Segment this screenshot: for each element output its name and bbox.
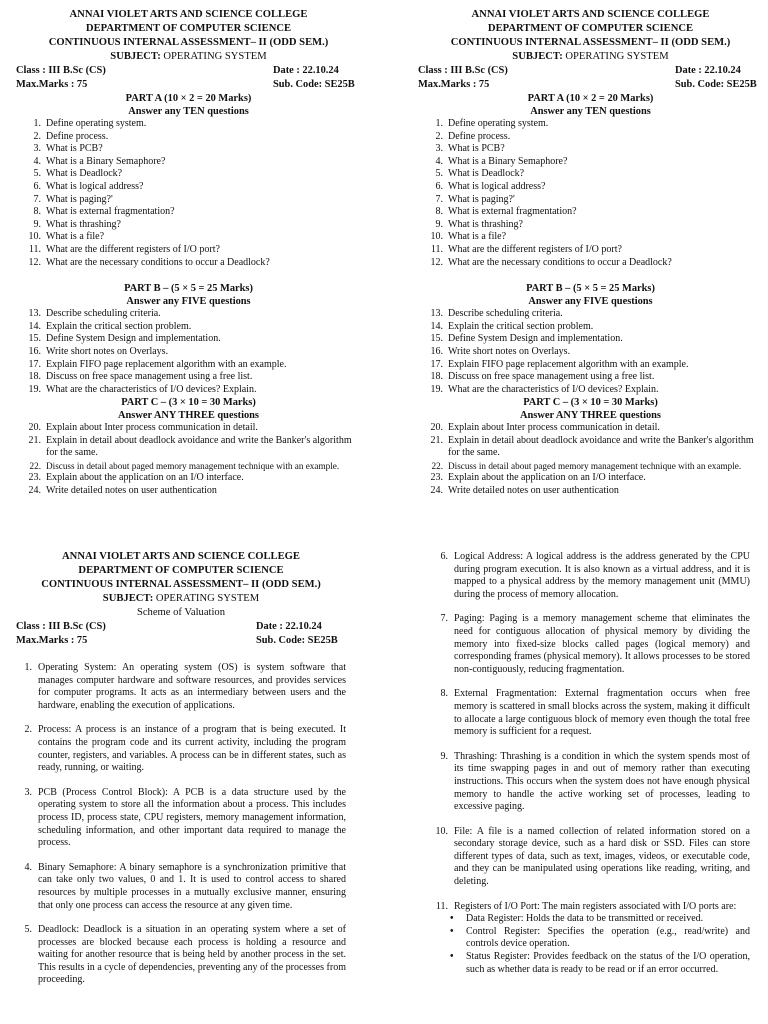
meta-row-marks-code — [418, 78, 763, 92]
subject-line — [16, 50, 361, 64]
question-number: 7. — [33, 193, 41, 205]
part-b-instruction: Answer any FIVE questions — [528, 296, 653, 308]
question-text: Define process. — [448, 130, 511, 142]
question-item — [418, 333, 763, 346]
scheme-title: Scheme of Valuation — [136, 607, 226, 618]
question-text: What is external fragmentation? — [46, 206, 175, 218]
bullet-dot-icon: • — [450, 925, 454, 937]
part-b-questions — [16, 308, 361, 396]
college-name: ANNAI VIOLET ARTS AND SCIENCE COLLEGE — [62, 551, 300, 562]
subject-line — [16, 592, 346, 606]
question-number: 14. — [430, 320, 443, 332]
question-text: What are the different registers of I/O port? — [448, 243, 622, 255]
question-number: 24. — [28, 485, 41, 497]
question-item — [16, 219, 361, 232]
subject-label: SUBJECT: — [110, 51, 161, 62]
question-number: 7. — [435, 193, 443, 205]
answer-number: 11. — [435, 900, 448, 912]
register-bullet-item — [450, 926, 750, 951]
question-item — [16, 181, 361, 194]
question-number: 2. — [33, 130, 41, 142]
question-number: 1. — [435, 118, 443, 129]
question-number: 12. — [28, 256, 41, 268]
question-number: 2. — [435, 130, 443, 142]
question-item — [16, 422, 361, 435]
question-text: Define process. — [46, 130, 109, 142]
question-number: 23. — [28, 472, 41, 484]
answer-item — [432, 826, 750, 889]
question-number: 22. — [29, 461, 41, 472]
question-item — [16, 308, 361, 321]
question-number: 17. — [28, 358, 41, 370]
answer-item — [16, 924, 346, 987]
question-number: 3. — [435, 143, 443, 155]
question-number: 6. — [33, 180, 41, 192]
bullet-dot-icon: • — [450, 913, 454, 925]
question-item — [16, 371, 361, 384]
question-item — [16, 321, 361, 334]
answer-number: 3. — [24, 786, 32, 798]
assessment-title: CONTINUOUS INTERNAL ASSESSMENT– II (ODD SEM.) — [450, 37, 731, 48]
subject-value: OPERATING SYSTEM — [155, 593, 260, 604]
question-text: What is Deadlock? — [448, 168, 525, 180]
answer-text: Registers of I/O Port: The main registers associated with I/O ports are: — [454, 900, 737, 912]
question-number: 18. — [28, 371, 41, 383]
part-b-questions — [418, 308, 763, 396]
question-number: 11. — [430, 243, 443, 255]
question-text: What are the necessary conditions to occur a Deadlock? — [448, 256, 672, 268]
question-text: Explain about the application on an I/O interface. — [448, 472, 646, 484]
question-text: Discuss on free space management using a free list. — [46, 371, 253, 383]
question-number: 15. — [28, 333, 41, 345]
answer-number: 10. — [435, 825, 448, 837]
sub-code-info: Sub. Code: SE25B — [256, 635, 338, 646]
question-text: What is logical address? — [448, 180, 546, 192]
question-item — [418, 308, 763, 321]
department-name: DEPARTMENT OF COMPUTER SCIENCE — [487, 23, 694, 34]
question-text: What is a file? — [46, 231, 105, 243]
register-text: Status Register: Provides feedback on the status of the I/O operation, such as whether data is ready to be read or if an error occurred. — [466, 951, 750, 975]
question-number: 20. — [430, 422, 443, 434]
question-number: 5. — [435, 168, 443, 180]
subject-label: SUBJECT: — [512, 51, 563, 62]
question-number: 24. — [430, 485, 443, 497]
meta-row-class-date — [418, 64, 763, 78]
question-number: 12. — [430, 256, 443, 268]
question-number: 16. — [430, 345, 443, 357]
question-text: What is logical address? — [46, 180, 144, 192]
question-item — [418, 194, 763, 207]
meta-row-class-date — [16, 64, 361, 78]
part-b-instruction: Answer any FIVE questions — [126, 296, 251, 308]
question-number: 10. — [430, 231, 443, 243]
question-number: 19. — [28, 383, 41, 395]
part-a-questions — [16, 118, 361, 269]
answer-text: Paging: Paging is a memory management scheme that eliminates the need for contiguous allocation of physical memory by dividing the memory into fixed-size blocks called pages (logical memory) and corresponding frames (physical memory). It allows processes to be stored non-contiguously, reducing fragmentation. — [454, 613, 750, 675]
question-number: 18. — [430, 371, 443, 383]
register-bullet-item — [450, 951, 750, 976]
question-text: What is a file? — [448, 231, 507, 243]
department-name: DEPARTMENT OF COMPUTER SCIENCE — [78, 565, 284, 576]
max-marks-info: Max.Marks : 75 — [16, 79, 88, 90]
question-item — [16, 435, 361, 460]
answer-text: Logical Address: A logical address is the address generated by the CPU during program execution. It is also known as a virtual address, and it is mapped to a physical address by the memory management unit (MMU) during the process of memory allocation. — [454, 551, 750, 600]
question-item — [418, 321, 763, 334]
question-number: 16. — [28, 345, 41, 357]
question-text: What is paging?' — [46, 193, 113, 205]
part-a-title: PART A (10 × 2 = 20 Marks) — [125, 93, 252, 104]
sub-code-info: Sub. Code: SE25B — [675, 79, 757, 90]
answer-text: Binary Semaphore: A binary semaphore is a synchronization primitive that can take only two values, 0 and 1. It is used to control access to shared resources by multiple processes in a mutually exclusive manner, ensuring that only one process can access the resource at any given time. — [38, 861, 346, 911]
io-registers-list — [450, 913, 750, 976]
part-c-questions — [16, 422, 361, 497]
assessment-title: CONTINUOUS INTERNAL ASSESSMENT– II (ODD SEM.) — [41, 579, 321, 590]
answer-item — [16, 724, 346, 774]
question-text: Discuss on free space management using a free list. — [448, 371, 655, 383]
part-c-questions — [418, 422, 763, 497]
question-item — [16, 231, 361, 244]
answer-item — [16, 662, 346, 712]
answer-item — [432, 551, 750, 601]
question-text: What is external fragmentation? — [448, 206, 577, 218]
question-number: 9. — [435, 218, 443, 230]
question-item — [16, 244, 361, 257]
answer-text: PCB (Process Control Block): A PCB is a data structure used by the operating system to store all the information about a process. This includes process ID, process state, CPU registers, memory management information, scheduling information, and other important data required to manage the process. — [38, 786, 346, 849]
question-item — [418, 257, 763, 270]
question-number: 4. — [435, 155, 443, 167]
question-text: Define operating system. — [448, 118, 549, 129]
question-item — [16, 346, 361, 359]
answer-text: External Fragmentation: External fragmentation occurs when free memory is scattered in small blocks across the system, making it difficult to allocate a large contiguous block of memory even though the total free memory is sufficient for a request. — [454, 688, 750, 738]
question-item — [418, 472, 763, 485]
question-number: 1. — [33, 118, 41, 129]
question-paper-copy-2 — [418, 8, 763, 498]
question-text: Define System Design and implementation. — [46, 333, 221, 345]
question-number: 13. — [28, 308, 41, 320]
answers-left — [16, 662, 346, 987]
subject-line — [418, 50, 763, 64]
question-number: 10. — [28, 231, 41, 243]
question-item — [418, 384, 763, 397]
max-marks-info: Max.Marks : 75 — [418, 79, 490, 90]
subject-label: SUBJECT: — [102, 593, 154, 604]
question-text: Explain FIFO page replacement algorithm with an example. — [448, 358, 689, 370]
answer-number: 6. — [440, 551, 448, 562]
question-item — [418, 181, 763, 194]
class-info: Class : III B.Sc (CS) — [418, 65, 508, 76]
question-number: 14. — [28, 320, 41, 332]
answer-item — [432, 751, 750, 814]
question-number: 19. — [430, 383, 443, 395]
answer-item — [16, 862, 346, 912]
question-text: Explain the critical section problem. — [448, 320, 594, 332]
question-item — [16, 384, 361, 397]
answer-number: 4. — [24, 861, 32, 873]
question-item — [418, 231, 763, 244]
question-text: Write short notes on Overlays. — [46, 345, 169, 357]
question-item — [418, 371, 763, 384]
scheme-of-valuation-page-2 — [432, 551, 750, 976]
bullet-dot-icon: • — [450, 951, 454, 963]
question-item — [418, 219, 763, 232]
part-c-title: PART C – (3 × 10 = 30 Marks) — [121, 397, 256, 409]
question-item — [16, 156, 361, 169]
question-text: Explain in detail about deadlock avoidance and write the Banker's algorithm for the same. — [448, 434, 754, 459]
answer-item — [432, 901, 750, 914]
question-text: What is a Binary Semaphore? — [46, 155, 166, 167]
college-name: ANNAI VIOLET ARTS AND SCIENCE COLLEGE — [471, 9, 710, 20]
question-number: 15. — [430, 333, 443, 345]
question-text: Explain about Inter process communication in detail. — [46, 422, 258, 434]
question-number: 5. — [33, 168, 41, 180]
date-info: Date : 22.10.24 — [256, 621, 322, 632]
date-info: Date : 22.10.24 — [273, 65, 339, 76]
question-item — [16, 143, 361, 156]
college-name: ANNAI VIOLET ARTS AND SCIENCE COLLEGE — [69, 9, 308, 20]
question-number: 9. — [33, 218, 41, 230]
question-item — [16, 485, 361, 498]
question-item — [418, 460, 763, 472]
answers-right — [432, 551, 750, 913]
question-text: Define System Design and implementation. — [448, 333, 623, 345]
question-text: Explain about the application on an I/O interface. — [46, 472, 244, 484]
question-number: 8. — [435, 206, 443, 218]
answer-number: 7. — [440, 613, 448, 625]
question-text: Explain the critical section problem. — [46, 320, 192, 332]
question-text: Discuss in detail about paged memory management technique with an example. — [46, 461, 340, 472]
part-a-questions — [418, 118, 763, 269]
question-number: 21. — [28, 434, 41, 446]
class-info: Class : III B.Sc (CS) — [16, 621, 106, 632]
answer-text: Thrashing: Thrashing is a condition in which the system spends most of its time swapping pages in and out of memory rather than executing instructions. This occurs when the system does not have enough physical memory to handle the active working set of processes, leading to excessive paging. — [454, 750, 750, 813]
answer-number: 1. — [24, 662, 32, 673]
answer-number: 5. — [24, 924, 32, 936]
meta-row-marks-code — [16, 78, 361, 92]
scheme-of-valuation-page-1 — [16, 550, 346, 987]
question-text: What is paging?' — [448, 193, 515, 205]
question-number: 21. — [430, 434, 443, 446]
question-number: 13. — [430, 308, 443, 320]
meta-row-marks-code — [16, 634, 346, 648]
question-item — [16, 118, 361, 131]
question-number: 22. — [431, 461, 443, 472]
question-text: Write detailed notes on user authentication — [46, 485, 217, 497]
question-item — [16, 131, 361, 144]
question-text: What are the necessary conditions to occur a Deadlock? — [46, 256, 270, 268]
question-item — [418, 485, 763, 498]
question-item — [16, 194, 361, 207]
subject-value: OPERATING SYSTEM — [163, 51, 267, 62]
meta-row-class-date — [16, 620, 346, 634]
answer-text: Deadlock: Deadlock is a situation in an operating system where a set of processes are blocked because each process is holding a resource and waiting for another resource that is being held by another process in the set. This results in a cycle of dependencies, preventing any of the processes from proceeding. — [38, 924, 346, 986]
question-text: What is a Binary Semaphore? — [448, 155, 568, 167]
register-text: Data Register: Holds the data to be transmitted or received. — [466, 913, 704, 925]
question-text: What is thrashing? — [46, 218, 121, 230]
question-item — [418, 346, 763, 359]
department-name: DEPARTMENT OF COMPUTER SCIENCE — [85, 23, 292, 34]
question-item — [418, 435, 763, 460]
question-text: Explain about Inter process communication in detail. — [448, 422, 660, 434]
question-text: Explain FIFO page replacement algorithm with an example. — [46, 358, 287, 370]
subject-value: OPERATING SYSTEM — [565, 51, 669, 62]
question-item — [16, 472, 361, 485]
answer-number: 2. — [24, 724, 32, 736]
question-text: What are the different registers of I/O port? — [46, 243, 220, 255]
question-text: Describe scheduling criteria. — [448, 308, 563, 320]
answer-text: Process: A process is an instance of a program that is being executed. It contains the program code and its current activity, including the program counter, registers, and variables. A process can be in different states, such as ready, running, or waiting. — [38, 724, 346, 774]
question-number: 4. — [33, 155, 41, 167]
part-a-title: PART A (10 × 2 = 20 Marks) — [527, 93, 654, 104]
question-item — [16, 333, 361, 346]
question-item — [418, 131, 763, 144]
date-info: Date : 22.10.24 — [675, 65, 741, 76]
answer-item — [432, 613, 750, 676]
question-text: Discuss in detail about paged memory management technique with an example. — [448, 461, 742, 472]
question-item — [418, 143, 763, 156]
question-item — [16, 257, 361, 270]
question-text: Explain in detail about deadlock avoidance and write the Banker's algorithm for the same. — [46, 434, 352, 459]
part-a-instruction: Answer any TEN questions — [530, 106, 651, 117]
question-item — [418, 206, 763, 219]
part-c-title: PART C – (3 × 10 = 30 Marks) — [523, 397, 658, 409]
part-c-instruction: Answer ANY THREE questions — [118, 410, 259, 422]
question-number: 6. — [435, 180, 443, 192]
part-b-title: PART B – (5 × 5 = 25 Marks) — [526, 283, 655, 295]
register-text: Control Register: Specifies the operation (e.g., read/write) and controls device operation. — [466, 925, 750, 950]
class-info: Class : III B.Sc (CS) — [16, 65, 106, 76]
max-marks-info: Max.Marks : 75 — [16, 635, 88, 646]
question-text: Write detailed notes on user authentication — [448, 485, 619, 497]
question-paper-copy-1 — [16, 8, 361, 498]
question-item — [16, 168, 361, 181]
question-item — [16, 206, 361, 219]
part-c-instruction: Answer ANY THREE questions — [520, 410, 661, 422]
question-item — [418, 156, 763, 169]
question-item — [418, 118, 763, 131]
question-text: What is PCB? — [46, 143, 103, 155]
question-number: 20. — [28, 422, 41, 434]
answer-number: 8. — [440, 688, 448, 700]
question-item — [16, 460, 361, 472]
question-number: 11. — [28, 243, 41, 255]
question-number: 3. — [33, 143, 41, 155]
question-item — [418, 244, 763, 257]
answer-number: 9. — [440, 750, 448, 762]
answer-text: Operating System: An operating system (OS) is system software that manages computer hardware and software resources, and provides services for computer programs. It acts as an intermediary between users and the hardware, enabling the execution of applications. — [38, 662, 346, 711]
question-item — [418, 422, 763, 435]
answer-item — [16, 787, 346, 850]
question-item — [418, 359, 763, 372]
question-item — [418, 168, 763, 181]
question-text: What is thrashing? — [448, 218, 523, 230]
question-text: Describe scheduling criteria. — [46, 308, 161, 320]
question-number: 8. — [33, 206, 41, 218]
assessment-title: CONTINUOUS INTERNAL ASSESSMENT– II (ODD SEM.) — [48, 37, 329, 48]
question-text: Write short notes on Overlays. — [448, 345, 571, 357]
answer-text: File: A file is a named collection of related information stored on a secondary storage device, such as a hard disk or SSD. Files can store different types of data, such as text, images, videos, or executable code, and they can be manipulated using operations like reading, writing, and deleting. — [454, 825, 750, 888]
question-text: Define operating system. — [46, 118, 147, 129]
part-b-title: PART B – (5 × 5 = 25 Marks) — [124, 283, 253, 295]
part-a-instruction: Answer any TEN questions — [128, 106, 249, 117]
question-text: What are the characteristics of I/O devices? Explain. — [46, 383, 257, 395]
register-bullet-item — [450, 913, 750, 926]
question-number: 17. — [430, 358, 443, 370]
question-text: What is PCB? — [448, 143, 505, 155]
question-text: What is Deadlock? — [46, 168, 123, 180]
question-item — [16, 359, 361, 372]
question-number: 23. — [430, 472, 443, 484]
question-text: What are the characteristics of I/O devices? Explain. — [448, 383, 659, 395]
sub-code-info: Sub. Code: SE25B — [273, 79, 355, 90]
answer-item — [432, 688, 750, 738]
